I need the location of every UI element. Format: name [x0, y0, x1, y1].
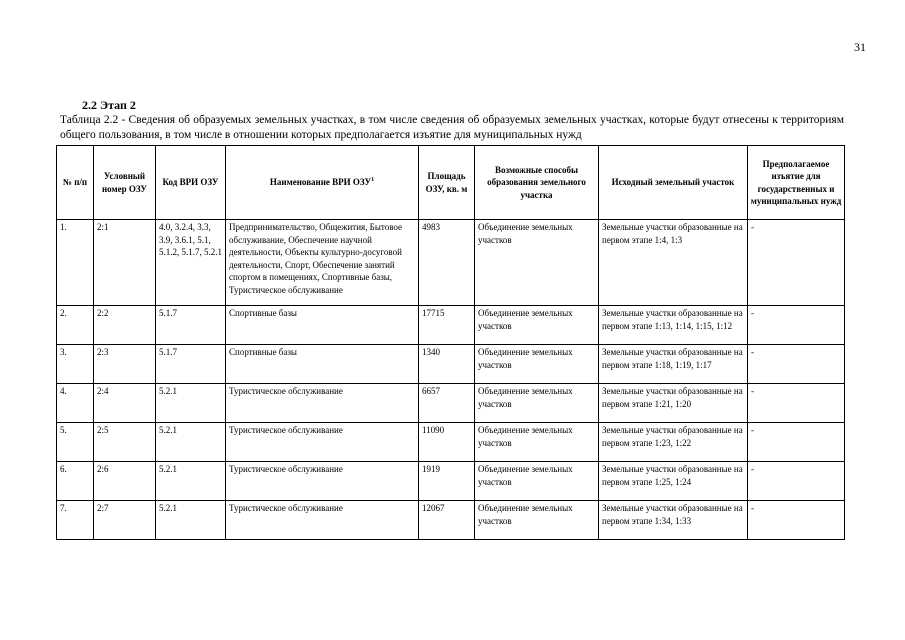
table-cell: 1.	[57, 220, 94, 306]
table-cell: Земельные участки образованные на первом этапе 1:4, 1:3	[599, 220, 748, 306]
table-cell: 17715	[419, 306, 475, 345]
header-cell: Возможные способы образования земельного участка	[475, 146, 599, 220]
table-cell: Земельные участки образованные на первом этапе 1:13, 1:14, 1:15, 1:12	[599, 306, 748, 345]
header-cell	[226, 146, 419, 220]
table-cell: Объединение земельных участков	[475, 220, 599, 306]
table-cell: Земельные участки образованные на первом этапе 1:23, 1:22	[599, 423, 748, 462]
table-cell: 5.2.1	[156, 501, 226, 540]
table-row	[57, 306, 845, 345]
table-cell: 1340	[419, 345, 475, 384]
table-cell: 5.2.1	[156, 384, 226, 423]
header-cell: Исходный земельный участок	[599, 146, 748, 220]
table-cell: Туристическое обслуживание	[226, 423, 419, 462]
table-cell: 5.1.7	[156, 345, 226, 384]
table-cell: 2:7	[94, 501, 156, 540]
table-cell: 4983	[419, 220, 475, 306]
table-row	[57, 501, 845, 540]
table-cell: 2:2	[94, 306, 156, 345]
table-cell: 11090	[419, 423, 475, 462]
table-caption: Таблица 2.2 - Сведения об образуемых земельных участках, в том числе сведения об образуемых земельных участках, которые будут отнесены к территориям общего пользования, в том числе в отношении которых предполагается изъятие для муниципальных нужд	[60, 114, 844, 141]
table-cell: 2:1	[94, 220, 156, 306]
table-cell: 5.1.7	[156, 306, 226, 345]
table-cell: 4.0, 3.2.4, 3.3, 3.9, 3.6.1, 5.1, 5.1.2, 5.1.7, 5.2.1	[156, 220, 226, 306]
table-cell: 2:4	[94, 384, 156, 423]
table-cell: 5.	[57, 423, 94, 462]
table-cell: Спортивные базы	[226, 345, 419, 384]
table-row	[57, 423, 845, 462]
land-plots-table	[56, 145, 845, 540]
table-cell: 1919	[419, 462, 475, 501]
table-row	[57, 220, 845, 306]
table-cell: 2.	[57, 306, 94, 345]
table-row	[57, 384, 845, 423]
table-header-row	[57, 146, 845, 220]
table-cell: 5.2.1	[156, 423, 226, 462]
table-cell: -	[748, 462, 845, 501]
table-cell: 2:6	[94, 462, 156, 501]
header-cell: Предполагаемое изъятие для государственных и муниципальных нужд	[748, 146, 845, 220]
table-cell: Земельные участки образованные на первом этапе 1:34, 1:33	[599, 501, 748, 540]
table-cell: Туристическое обслуживание	[226, 501, 419, 540]
table-cell: 3.	[57, 345, 94, 384]
table-cell: -	[748, 384, 845, 423]
table-cell: 6.	[57, 462, 94, 501]
table-cell: Земельные участки образованные на первом этапе 1:25, 1:24	[599, 462, 748, 501]
table-cell: Предпринимательство, Общежития, Бытовое обслуживание, Обеспечение научной деятельности, Объекты культурно-досуговой деятельности, Спорт, Обеспечение занятий спортом в помещениях, Спортивные базы, Туристическое обслуживание	[226, 220, 419, 306]
header-cell: № п/п	[57, 146, 94, 220]
table-cell: 7.	[57, 501, 94, 540]
table-cell: Земельные участки образованные на первом этапе 1:21, 1:20	[599, 384, 748, 423]
table-cell: Объединение земельных участков	[475, 423, 599, 462]
table-cell: Земельные участки образованные на первом этапе 1:18, 1:19, 1:17	[599, 345, 748, 384]
table-row	[57, 462, 845, 501]
table-cell: 5.2.1	[156, 462, 226, 501]
table-cell: Объединение земельных участков	[475, 501, 599, 540]
header-label: Наименование ВРИ ОЗУ	[269, 177, 372, 188]
table-cell: 4.	[57, 384, 94, 423]
table-cell: 2:3	[94, 345, 156, 384]
section-title: 2.2 Этап 2	[82, 98, 136, 112]
table-cell: -	[748, 220, 845, 306]
table-cell: Спортивные базы	[226, 306, 419, 345]
table-cell: -	[748, 501, 845, 540]
table-row	[57, 345, 845, 384]
table-cell: -	[748, 306, 845, 345]
table-cell: 12067	[419, 501, 475, 540]
table-cell: Туристическое обслуживание	[226, 384, 419, 423]
table-cell: Туристическое обслуживание	[226, 462, 419, 501]
page-number: 31	[854, 40, 866, 54]
table-cell: Объединение земельных участков	[475, 306, 599, 345]
table-cell: Объединение земельных участков	[475, 462, 599, 501]
header-cell: Площадь ОЗУ, кв. м	[419, 146, 475, 220]
table-cell: -	[748, 345, 845, 384]
footnote-mark: 1	[371, 177, 375, 184]
table-cell: 6657	[419, 384, 475, 423]
header-cell: Условный номер ОЗУ	[94, 146, 156, 220]
table-cell: 2:5	[94, 423, 156, 462]
header-cell: Код ВРИ ОЗУ	[156, 146, 226, 220]
table-cell: -	[748, 423, 845, 462]
table-cell: Объединение земельных участков	[475, 384, 599, 423]
table-cell: Объединение земельных участков	[475, 345, 599, 384]
